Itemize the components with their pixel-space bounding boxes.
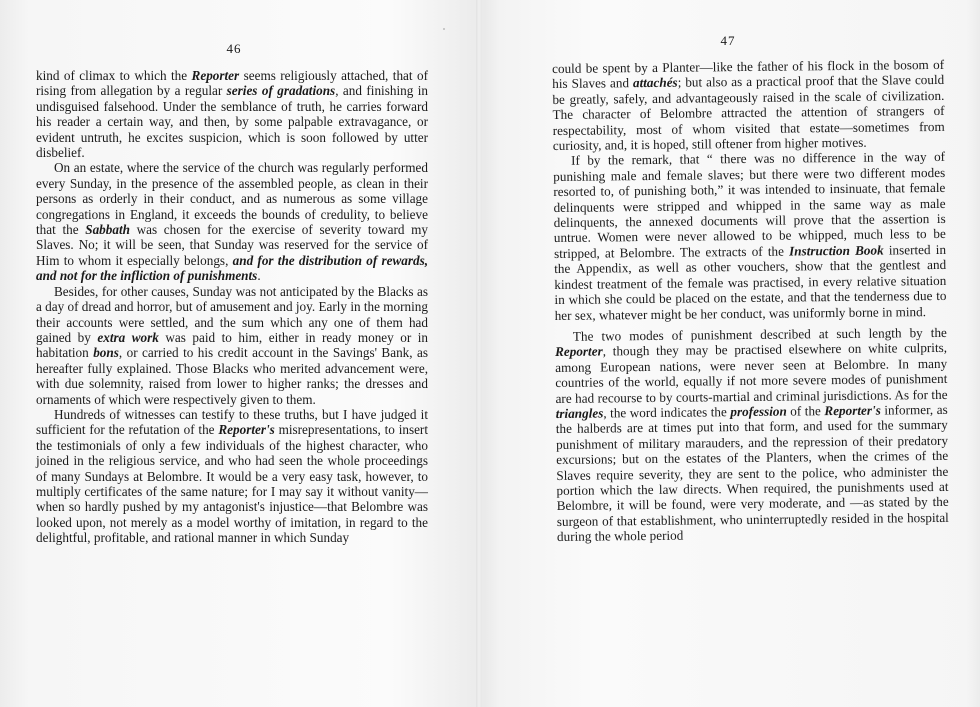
page-number-right: 47 (720, 33, 736, 48)
scan-speck (443, 28, 445, 30)
right-paragraph-1: could be spent by a Planter—like the father of his flock in the bosom of his Slaves and attachés; but also as a practical proof that the Slave could be greatly, safely, and advantageously raised in the scale of civilization. The character of Belombre attracted the attention of strangers of respectability, most of whom visited that estate—sometimes from curiosity, and, it is hoped, still oftener from higher motives. (552, 56, 945, 154)
left-paragraph-4: Hundreds of witnesses can testify to these truths, but I have judged it sufficient for the refutation of the Reporter's misrepresentations, to insert the testimonials of only a few individuals of the highest character, who joined in the religious service, and who had seen the whole proceedings of many Sundays at Belombre. It would be a very easy task, however, to multiply certificates of the same nature; for I may say it without vanity—when so hardly pushed by my antagonist's injustice—that Belombre was looked upon, not merely as a model worthy of imitation, in regard to the delightful, profitable, and rational manner in which Sunday (36, 406, 428, 546)
left-paragraph-1: kind of climax to which the Reporter seems religiously attached, that of rising from allegation by a regular series of gradations, and finishing in undisguised falsehood. Under the semblance of truth, he carries forward his reader a certain way, and then, by some palpable extravagance, or evident untruth, he excites suspicion, which is soon followed by utter disbelief. (36, 68, 428, 161)
left-page (30, 0, 429, 707)
left-page-body (36, 68, 428, 546)
right-page (552, 0, 949, 707)
left-paragraph-3: Besides, for other causes, Sunday was not anticipated by the Blacks as a day of dread and horror, but of amusement and joy. Early in the morning their accounts were settled, and the sum which any one of them had gained by extra work was paid to him, either in ready money or in habitation bons, or carried to his credit account in the Savings' Bank, as hereafter fully explained. Those Blacks who merited advancement were, with due solemnity, raised from lower to higher ranks; the dresses and ornaments of which were respectively given to them. (36, 283, 429, 407)
left-paragraph-2: On an estate, where the service of the church was regularly performed every Sunday, in the presence of the assembled people, as clean in their persons as orderly in their conduct, and as numerous as some village congregations in England, it exceeds the bounds of credulity, to believe that the Sabbath was chosen for the exercise of severity toward my Slaves. No; it will be seen, that Sunday was reserved for the service of Him to whom it especially belongs, and for the distribution of rewards, and not for the infliction of punishments. (36, 160, 429, 284)
page-edge-shadow (966, 0, 980, 707)
right-paragraph-3: The two modes of punishment described at such length by the Reporter, though they may be practised elsewhere on white culprits, among European nations, were never seen at Belombre. In many countries of the world, equally if not more severe modes of punishment are had recourse to by courts-martial and criminal jurisdictions. As for the triangles, the word indicates the profession of the Reporter's informer, as the halberds are at times put into that form, and used for the summary punishment of military marauders, and the repression of their predatory excursions; but on the estates of the Planters, when the crimes of the Slaves require severity, they are sent to the police, who administer the portion which the law directs. When required, the punishments used at Belombre, it will be found, were very moderate, and —as stated by the surgeon of that establishment, who uninterruptedly resided in the hospital during the whole period (554, 324, 949, 545)
right-paragraph-2: If by the remark, that “ there was no difference in the way of punishing male and female slaves; but there were two different modes resorted to, of punishing both,” it was intended to insinuate, that female delinquents were stripped and whipped in the same way as male delinquents, the annexed documents will prove that the assertion is untrue. Women were never allowed to be whipped, much less to be stripped, at Belombre. The extracts of the Instruction Book inserted in the Appendix, as well as other vouchers, show that the gentlest and kindest treatment of the female was practised, in every relative situation in which she could be placed on the estate, and that the tenderness due to her sex, whatever might be her conduct, was uniformly borne in mind. (553, 149, 947, 323)
book-gutter (476, 0, 482, 707)
page-number-left: 46 (226, 41, 242, 56)
right-page-body (552, 57, 949, 545)
